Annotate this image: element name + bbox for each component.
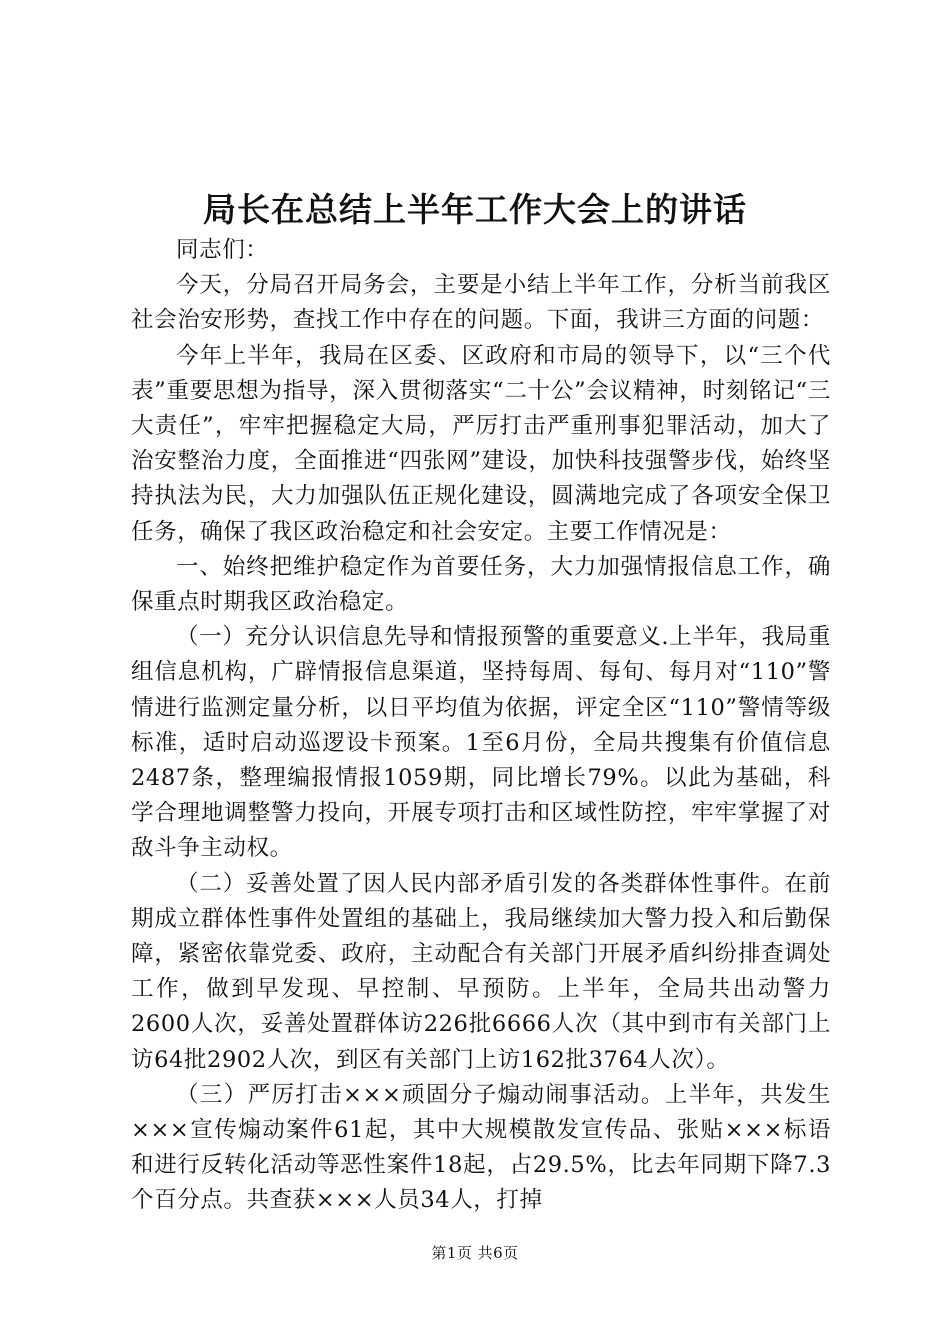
paragraph-item-two: （二）妥善处置了因人民内部矛盾引发的各类群体性事件。在前期成立群体性事件处置组的基础上，我局继续加大警力投入和后勤保障，紧密依靠党委、政府，主动配合有关部门开展矛盾纠纷排查调处工作，做到早发现、早控制、早预防。上半年，全局共出动警力2600人次，妥善处置群体访226批6666人次（其中到市有关部门上访64批2902人次，到区有关部门上访162批3764人次）。 xyxy=(131,870,831,1073)
paragraph-section-one-heading: 一、始终把维护稳定作为首要任务，大力加强情报信息工作，确保重点时期我区政治稳定。 xyxy=(131,553,831,616)
document-body xyxy=(131,233,831,1219)
paragraph-item-one: （一）充分认识信息先导和情报预警的重要意义.上半年，我局重组信息机构，广辟情报信息渠道，坚持每周、每旬、每月对“110”警情进行监测定量分析，以日平均值为依据，评定全区“110”警情等级标准，适时启动巡逻设卡预案。1至6月份，全局共搜集有价值信息2487条，整理编报情报1059期，同比增长79%。以此为基础，科学合理地调整警力投向，开展专项打击和区域性防控，牢牢掌握了对敌斗争主动权。 xyxy=(131,624,831,862)
paragraph-salutation: 同志们： xyxy=(176,237,269,263)
page-footer: 第1页 共6页 xyxy=(431,1244,519,1262)
paragraph-item-three: （三）严厉打击×××顽固分子煽动闹事活动。上半年，共发生×××宣传煽动案件61起，其中大规模散发宣传品、张贴×××标语和进行反转化活动等恶性案件18起，占29.5%，比去年同期下降7.3个百分点。共查获×××人员34人，打掉 xyxy=(131,1081,831,1214)
paragraph-intro: 今天，分局召开局务会，主要是小结上半年工作，分析当前我区社会治安形势，查找工作中存在的问题。下面，我讲三方面的问题： xyxy=(131,272,831,334)
page-title: 局长在总结上半年工作大会上的讲话 xyxy=(203,190,747,229)
paragraph-summary: 今年上半年，我局在区委、区政府和市局的领导下，以“三个代表”重要思想为指导，深入贯彻落实“二十公”会议精神，时刻铭记“三大责任”，牢牢把握稳定大局，严厉打击严重刑事犯罪活动，加大了治安整治力度，全面推进“四张网”建设，加快科技强警步伐，始终坚持执法为民，大力加强队伍正规化建设，圆满地完成了各项安全保卫任务，确保了我区政治稳定和社会安定。主要工作情况是： xyxy=(131,342,831,545)
